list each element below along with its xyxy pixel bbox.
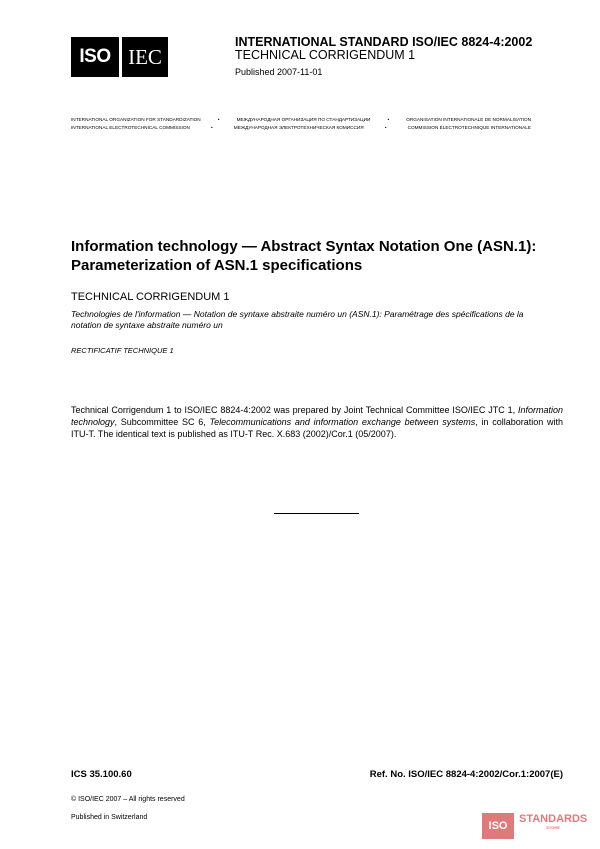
organizations-row-1: [71, 117, 531, 122]
copyright-notice: © ISO/IEC 2007 – All rights reserved: [71, 796, 185, 803]
watermark-store: STORE: [546, 825, 560, 830]
watermark-iso-box: ISO: [482, 813, 514, 839]
standard-subtitle: TECHNICAL CORRIGENDUM 1: [235, 48, 416, 62]
separator-dot: •: [387, 117, 390, 122]
separator-dot: •: [217, 117, 220, 122]
separator-dot: •: [211, 125, 213, 130]
document-title: Information technology — Abstract Syntax Notation One (ASN.1): Parameterization of ASN.1 specifications: [71, 238, 537, 274]
separator-dot: •: [384, 125, 387, 130]
paragraph-text: , Subcommittee SC 6,: [114, 417, 210, 427]
org-iso-en: INTERNATIONAL ORGANIZATION FOR STANDARDIZATION: [71, 117, 201, 122]
paragraph-text: Technical Corrigendum 1 to ISO/IEC 8824-4:2002 was prepared by Joint Technical Committee ISO/IEC JTC 1,: [71, 405, 518, 415]
org-iso-ru: МЕЖДУНАРОДНАЯ ОРГАНИЗАЦИЯ ПО СТАНДАРТИЗАЦИИ: [236, 117, 371, 122]
org-iec-en: INTERNATIONAL ELECTROTECHNICAL COMMISSION: [71, 125, 190, 130]
paragraph-emphasis: Information technology: [71, 405, 563, 427]
corrigendum-label: TECHNICAL CORRIGENDUM 1: [71, 291, 230, 303]
watermark-text: [519, 813, 587, 830]
iso-logo: ISO: [71, 37, 119, 77]
publication-date: Published 2007-11-01: [235, 67, 323, 77]
org-iso-fr: ORGANISATION INTERNATIONALE DE NORMALISATION: [406, 117, 531, 122]
divider-rule: [274, 513, 359, 514]
organizations-row-2: [71, 125, 531, 130]
org-iec-fr: COMMISSION ÉLECTROTECHNIQUE INTERNATIONALE: [407, 125, 531, 130]
french-title: Technologies de l'information — Notation de syntaxe abstraite numéro un (ASN.1): Paramétrage des spécifications de la notation de syntaxe abstraite numéro un: [71, 309, 524, 330]
french-corrigendum-label: RECTIFICATIF TECHNIQUE 1: [71, 346, 174, 355]
watermark-standards: STANDARDS: [519, 813, 588, 825]
ics-code: ICS 35.100.60: [71, 769, 132, 780]
paragraph-text: , in collaboration with ITU-T. The identical text is published as ITU-T Rec. X.683 (2002)/Cor.1 (05/2007).: [71, 417, 563, 439]
iso-iec-logo: [71, 37, 168, 77]
org-iec-ru: МЕЖДУНАРОДНАЯ ЭЛЕКТРОТЕХНИЧЕСКАЯ КОМИССИЯ: [233, 125, 364, 130]
iec-logo: IEC: [122, 37, 168, 77]
standard-title: INTERNATIONAL STANDARD ISO/IEC 8824-4:2002: [235, 35, 533, 49]
paragraph-emphasis: Telecommunications and information exchange between systems: [209, 417, 476, 427]
published-location: Published in Switzerland: [71, 814, 148, 821]
foreword-paragraph: [71, 404, 563, 440]
standards-store-watermark: [482, 813, 587, 839]
reference-number: Ref. No. ISO/IEC 8824-4:2002/Cor.1:2007(E): [369, 769, 563, 780]
